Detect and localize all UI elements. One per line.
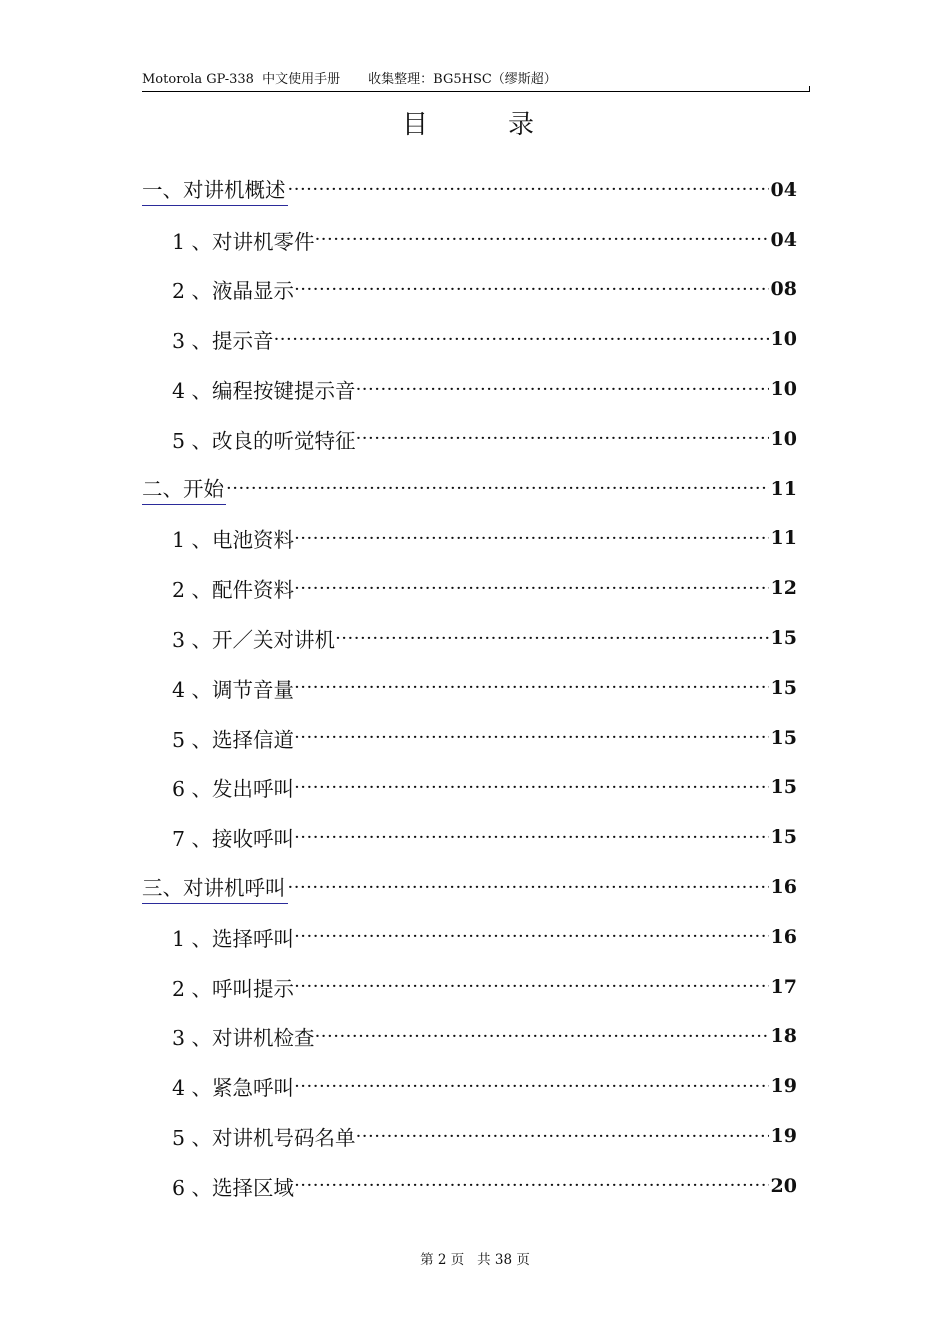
toc-dot-leader (294, 827, 768, 848)
toc-entry-page-number: 19 (770, 1125, 797, 1148)
toc-entry-page-number: 16 (770, 876, 797, 899)
toc-title-char-2: 录 (508, 110, 535, 140)
toc-entry-page-number: 17 (770, 975, 797, 998)
toc-entry-page-number: 15 (770, 826, 797, 849)
toc-entry-page-number: 18 (770, 1025, 797, 1048)
toc-subsection-link[interactable] (142, 613, 797, 663)
toc-entry-page-number: 10 (770, 427, 797, 450)
toc-entry-label: 5 、改良的听觉特征 (172, 428, 356, 453)
toc-entry-label: 4 、紧急呼叫 (172, 1076, 295, 1101)
toc-subsection-link[interactable] (142, 314, 797, 364)
toc-entry-page-number: 10 (770, 378, 797, 401)
toc-entry-page-number: 08 (770, 278, 797, 301)
toc-entry-label: 1 、对讲机零件 (172, 229, 315, 254)
header-rule-tick (809, 86, 810, 91)
header-compiler: 收集整理：BG5HSC（缪斯超） (368, 72, 557, 87)
toc-entry-page-number: 15 (770, 776, 797, 799)
toc-entry-label: 1 、电池资料 (172, 528, 295, 553)
toc-dot-leader (294, 976, 768, 997)
toc-subsection-link[interactable] (142, 713, 797, 763)
toc-entry-label: 3 、开／关对讲机 (172, 628, 336, 653)
toc-dot-leader (356, 379, 769, 400)
toc-subsection-link[interactable] (142, 763, 797, 813)
toc-entry-label: 3 、对讲机检查 (172, 1026, 315, 1051)
toc-title (0, 108, 950, 142)
toc-dot-leader (294, 1076, 768, 1097)
toc-dot-leader (356, 428, 769, 449)
toc-entry-page-number: 04 (770, 228, 797, 251)
toc-section-link[interactable] (142, 464, 797, 514)
page-header (142, 68, 810, 92)
page-footer (0, 1248, 950, 1268)
toc-entry-label: 4 、编程按键提示音 (172, 379, 356, 404)
toc-subsection-link[interactable] (142, 215, 797, 265)
toc-subsection-link[interactable] (142, 962, 797, 1012)
toc-entry-label: 5 、对讲机号码名单 (172, 1126, 356, 1151)
toc-entry-page-number: 15 (770, 627, 797, 650)
toc-dot-leader (294, 578, 768, 599)
toc-subsection-link[interactable] (142, 563, 797, 613)
toc-entry-label: 6 、发出呼叫 (172, 777, 295, 802)
toc-entry-page-number: 10 (770, 328, 797, 351)
toc-entry-label: 4 、调节音量 (172, 677, 295, 702)
toc-entry-label: 7 、接收呼叫 (172, 827, 295, 852)
toc-subsection-link[interactable] (142, 1061, 797, 1111)
toc-entry-page-number: 11 (770, 527, 797, 550)
footer-current-page: 第 2 页 (420, 1252, 465, 1268)
toc-dot-leader (288, 179, 769, 200)
toc-entry-label: 三、对讲机呼叫 (142, 871, 288, 904)
toc-subsection-link[interactable] (142, 514, 797, 564)
toc-dot-leader (315, 229, 769, 250)
toc-entry-page-number: 15 (770, 726, 797, 749)
toc-subsection-link[interactable] (142, 663, 797, 713)
toc-section-link[interactable] (142, 165, 797, 215)
toc-subsection-link[interactable] (142, 1111, 797, 1161)
toc-dot-leader (294, 528, 768, 549)
toc-subsection-link[interactable] (142, 812, 797, 862)
toc-dot-leader (274, 329, 769, 350)
toc-dot-leader (294, 926, 768, 947)
toc-dot-leader (356, 1126, 769, 1147)
toc-entry-label: 一、对讲机概述 (142, 173, 288, 206)
toc-entry-label: 6 、选择区域 (172, 1175, 295, 1200)
toc-entry-page-number: 12 (770, 577, 797, 600)
toc-entry-label: 3 、提示音 (172, 329, 274, 354)
toc-dot-leader (226, 478, 769, 499)
toc-entry-page-number: 11 (770, 477, 797, 500)
toc-title-char-1: 目 (402, 110, 429, 140)
header-manual-title: Motorola GP-338 中文使用手册 (142, 72, 341, 87)
toc-subsection-link[interactable] (142, 364, 797, 414)
toc-entry-label: 2 、液晶显示 (172, 279, 295, 304)
toc-entry-page-number: 15 (770, 676, 797, 699)
toc-entry-label: 2 、呼叫提示 (172, 976, 295, 1001)
toc-entry-label: 5 、选择信道 (172, 727, 295, 752)
toc-entry-page-number: 04 (770, 178, 797, 201)
toc-dot-leader (315, 1026, 769, 1047)
toc-entry-label: 1 、选择呼叫 (172, 926, 295, 951)
toc-entry-label: 2 、配件资料 (172, 578, 295, 603)
toc-subsection-link[interactable] (142, 912, 797, 962)
toc-section-link[interactable] (142, 862, 797, 912)
toc-dot-leader (294, 777, 768, 798)
toc-entry-page-number: 19 (770, 1075, 797, 1098)
table-of-contents (142, 165, 797, 1211)
toc-dot-leader (288, 877, 769, 898)
toc-entry-page-number: 20 (770, 1174, 797, 1197)
toc-subsection-link[interactable] (142, 414, 797, 464)
toc-entry-page-number: 16 (770, 925, 797, 948)
toc-dot-leader (294, 677, 768, 698)
toc-entry-label: 二、开始 (142, 472, 226, 505)
toc-dot-leader (294, 1175, 768, 1196)
toc-dot-leader (294, 279, 768, 300)
toc-dot-leader (294, 727, 768, 748)
toc-subsection-link[interactable] (142, 1012, 797, 1062)
toc-dot-leader (335, 628, 768, 649)
toc-subsection-link[interactable] (142, 1161, 797, 1211)
footer-total-pages: 共 38 页 (477, 1252, 530, 1268)
toc-subsection-link[interactable] (142, 265, 797, 315)
